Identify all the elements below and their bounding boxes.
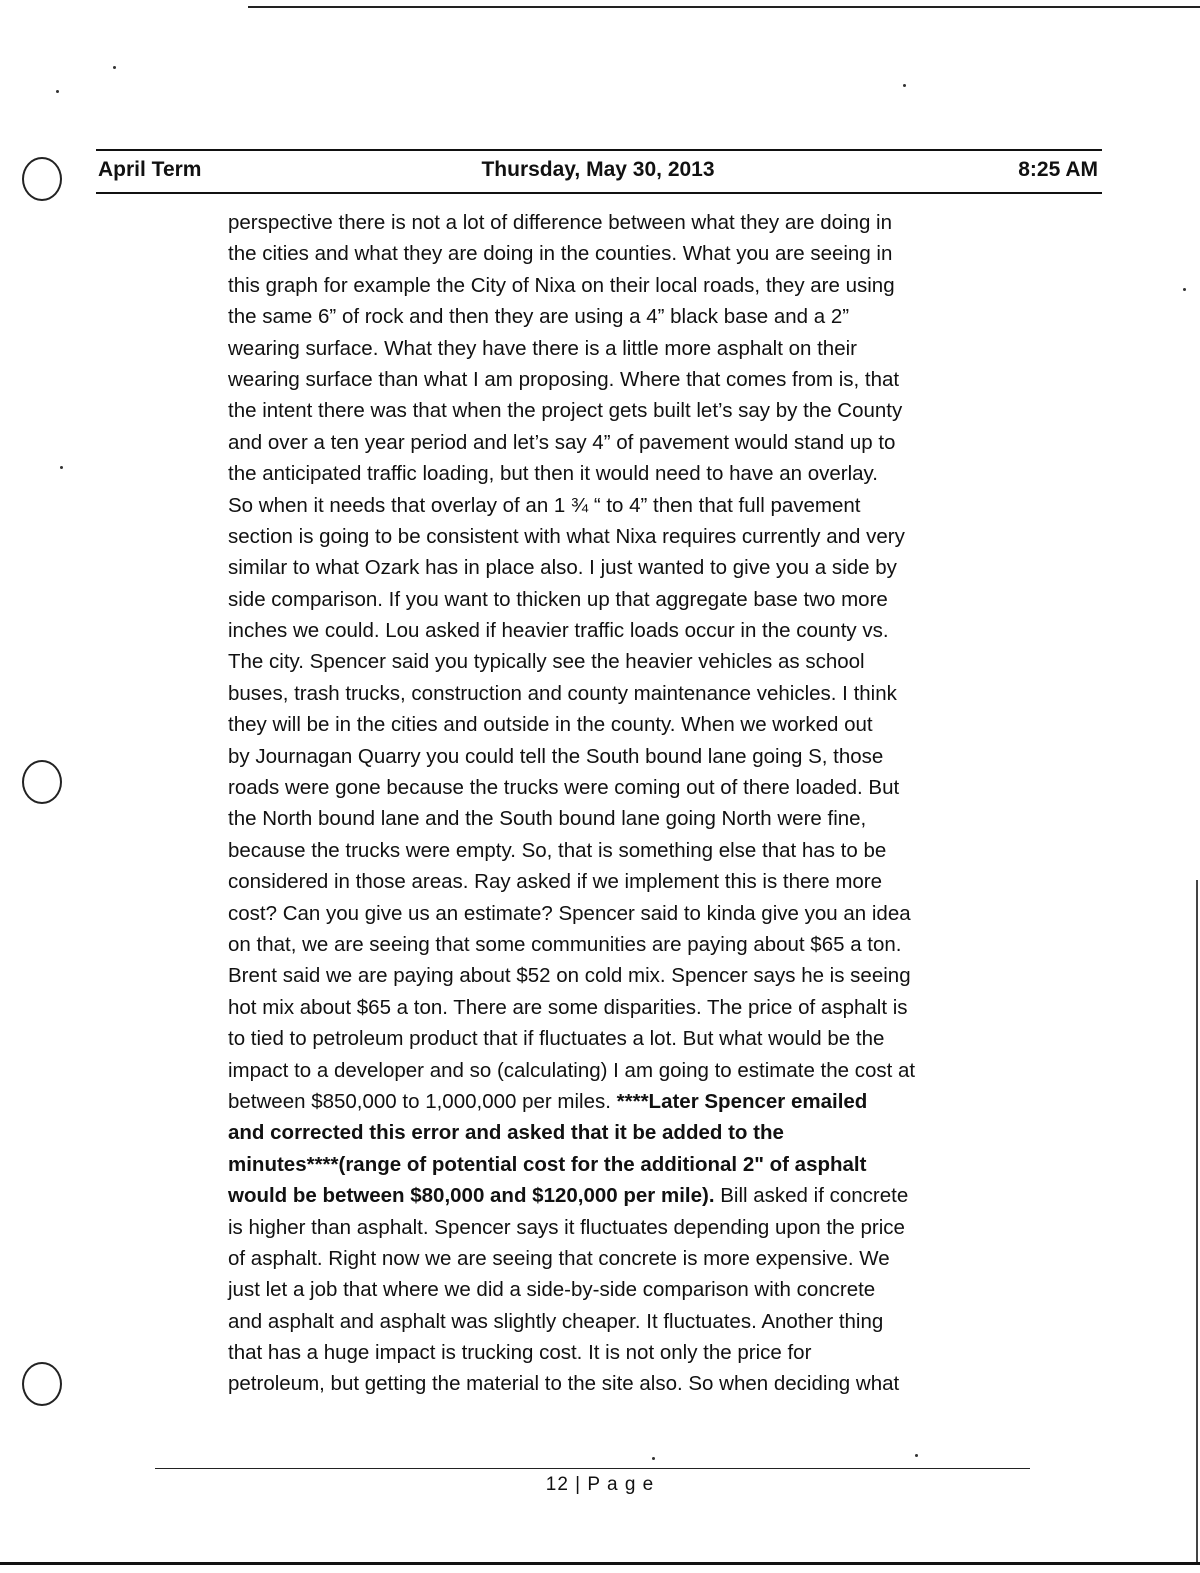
body-line-text: side comparison. If you want to thicken up that aggregate base two more — [228, 587, 888, 611]
body-line-text: considered in those areas. Ray asked if we implement this is there more — [228, 870, 883, 894]
body-line — [228, 898, 1028, 929]
body-line — [228, 238, 1028, 269]
body-line — [228, 270, 1028, 301]
body-line — [228, 1117, 1028, 1148]
binder-hole-icon — [22, 760, 62, 804]
body-line — [228, 678, 1028, 709]
body-line — [228, 1149, 1028, 1180]
body-line-text: cost? Can you give us an estimate? Spencer said to kinda give you an idea — [228, 901, 911, 925]
body-line — [228, 395, 1028, 426]
body-line — [228, 741, 1028, 772]
body-line — [228, 1337, 1028, 1368]
body-line-text: because the trucks were empty. So, that is something else that has to be — [228, 838, 887, 862]
header-time: 8:25 AM — [1018, 158, 1098, 181]
body-line — [228, 772, 1028, 803]
scan-speck — [113, 66, 116, 69]
body-line — [228, 960, 1028, 991]
scan-speck — [1183, 288, 1186, 291]
body-line-text: the North bound lane and the South bound lane going North were fine, — [228, 807, 867, 831]
header-rule-top — [96, 149, 1102, 151]
body-line-text: Bill asked if concrete — [714, 1184, 909, 1208]
body-line-text: of asphalt. Right now we are seeing that concrete is more expensive. We — [228, 1246, 890, 1270]
body-line-text: inches we could. Lou asked if heavier traffic loads occur in the county vs. — [228, 619, 889, 643]
body-line — [228, 458, 1028, 489]
body-line-text: petroleum, but getting the material to the site also. So when deciding what — [228, 1372, 900, 1396]
binder-hole-icon — [22, 157, 62, 201]
body-line — [228, 929, 1028, 960]
body-line-text: and asphalt and asphalt was slightly cheaper. It fluctuates. Another thing — [228, 1309, 884, 1333]
body-line-text: the same 6” of rock and then they are using a 4” black base and a 2” — [228, 305, 850, 329]
body-line — [228, 866, 1028, 897]
body-line-text: the intent there was that when the project gets built let’s say by the County — [228, 399, 903, 423]
scan-speck — [56, 90, 59, 93]
body-line-text: just let a job that where we did a side-by-side comparison with concrete — [228, 1278, 876, 1302]
scan-right-edge — [1196, 880, 1198, 1562]
body-line — [228, 207, 1028, 238]
body-line-text: section is going to be consistent with what Nixa requires currently and very — [228, 524, 905, 548]
body-line — [228, 1086, 1028, 1117]
body-line-bold-text: would be between $80,000 and $120,000 per mile). — [228, 1184, 715, 1208]
body-line-text: by Journagan Quarry you could tell the South bound lane going S, those — [228, 744, 884, 768]
page-number: 12 | P a g e — [545, 1474, 655, 1495]
body-line — [228, 1368, 1028, 1399]
body-line-text: The city. Spencer said you typically see the heavier vehicles as school — [228, 650, 865, 674]
body-line-text: roads were gone because the trucks were coming out of there loaded. But — [228, 776, 900, 800]
body-line-text: wearing surface. What they have there is a little more asphalt on their — [228, 336, 857, 360]
body-line-text: wearing surface than what I am proposing. Where that comes from is, that — [228, 367, 900, 391]
body-line-bold-text: and corrected this error and asked that it be added to the — [228, 1121, 784, 1145]
body-line — [228, 1180, 1028, 1211]
body-line-text: perspective there is not a lot of difference between what they are doing in — [228, 211, 893, 234]
footer-rule — [155, 1468, 1030, 1469]
body-line — [228, 803, 1028, 834]
body-line — [228, 301, 1028, 332]
scan-speck — [915, 1454, 918, 1457]
body-line — [228, 1023, 1028, 1054]
header-date: Thursday, May 30, 2013 — [481, 158, 715, 181]
body-line-text: hot mix about $65 a ton. There are some disparities. The price of asphalt is — [228, 995, 908, 1019]
page-header — [96, 156, 1100, 188]
body-line — [228, 709, 1028, 740]
body-line — [228, 427, 1028, 458]
body-line — [228, 552, 1028, 583]
body-line — [228, 490, 1028, 521]
body-line-text: is higher than asphalt. Spencer says it fluctuates depending upon the price — [228, 1215, 905, 1239]
body-line-text: So when it needs that overlay of an 1 ¾ “ to 4” then that full pavement — [228, 493, 861, 517]
body-line-text: impact to a developer and so (calculating) I am going to estimate the cost at — [228, 1058, 916, 1082]
body-line — [228, 1243, 1028, 1274]
header-rule-bottom — [96, 192, 1102, 194]
header-term: April Term — [98, 158, 202, 181]
body-line — [228, 1306, 1028, 1337]
body-line-text: that has a huge impact is trucking cost. It is not only the price for — [228, 1341, 812, 1365]
binder-hole-icon — [22, 1362, 62, 1406]
body-line — [228, 333, 1028, 364]
body-line-text: to tied to petroleum product that if fluctuates a lot. But what would be the — [228, 1027, 885, 1051]
body-line — [228, 364, 1028, 395]
body-line-text: Brent said we are paying about $52 on cold mix. Spencer says he is seeing — [228, 964, 911, 988]
body-line-bold-text: ****Later Spencer emailed — [616, 1089, 868, 1113]
body-line — [228, 835, 1028, 866]
body-line — [228, 1274, 1028, 1305]
body-line — [228, 584, 1028, 615]
minutes-body-text — [228, 207, 1028, 1400]
body-line-text: the anticipated traffic loading, but then it would need to have an overlay. — [228, 462, 878, 486]
body-line-text: and over a ten year period and let’s say 4” of pavement would stand up to — [228, 430, 896, 454]
body-line-text: buses, trash trucks, construction and county maintenance vehicles. I think — [228, 681, 897, 705]
body-line-bold-text: minutes****(range of potential cost for the additional 2" of asphalt — [228, 1152, 867, 1176]
scan-top-edge — [248, 6, 1200, 8]
body-line-text: similar to what Ozark has in place also. I just wanted to give you a side by — [228, 556, 897, 580]
body-line-text: between $850,000 to 1,000,000 per miles. — [228, 1089, 617, 1113]
body-line — [228, 1055, 1028, 1086]
body-line-text: this graph for example the City of Nixa on their local roads, they are using — [228, 273, 895, 297]
scan-bottom-edge — [0, 1562, 1200, 1565]
body-line — [228, 615, 1028, 646]
body-line — [228, 646, 1028, 677]
body-line — [228, 992, 1028, 1023]
body-line-text: on that, we are seeing that some communities are paying about $65 a ton. — [228, 932, 902, 956]
scan-speck — [903, 84, 906, 87]
body-line-text: the cities and what they are doing in the counties. What you are seeing in — [228, 242, 893, 266]
body-line — [228, 521, 1028, 552]
scan-speck — [60, 466, 63, 469]
scan-speck — [652, 1457, 655, 1460]
body-line-text: they will be in the cities and outside in the county. When we worked out — [228, 713, 873, 737]
body-line — [228, 1212, 1028, 1243]
